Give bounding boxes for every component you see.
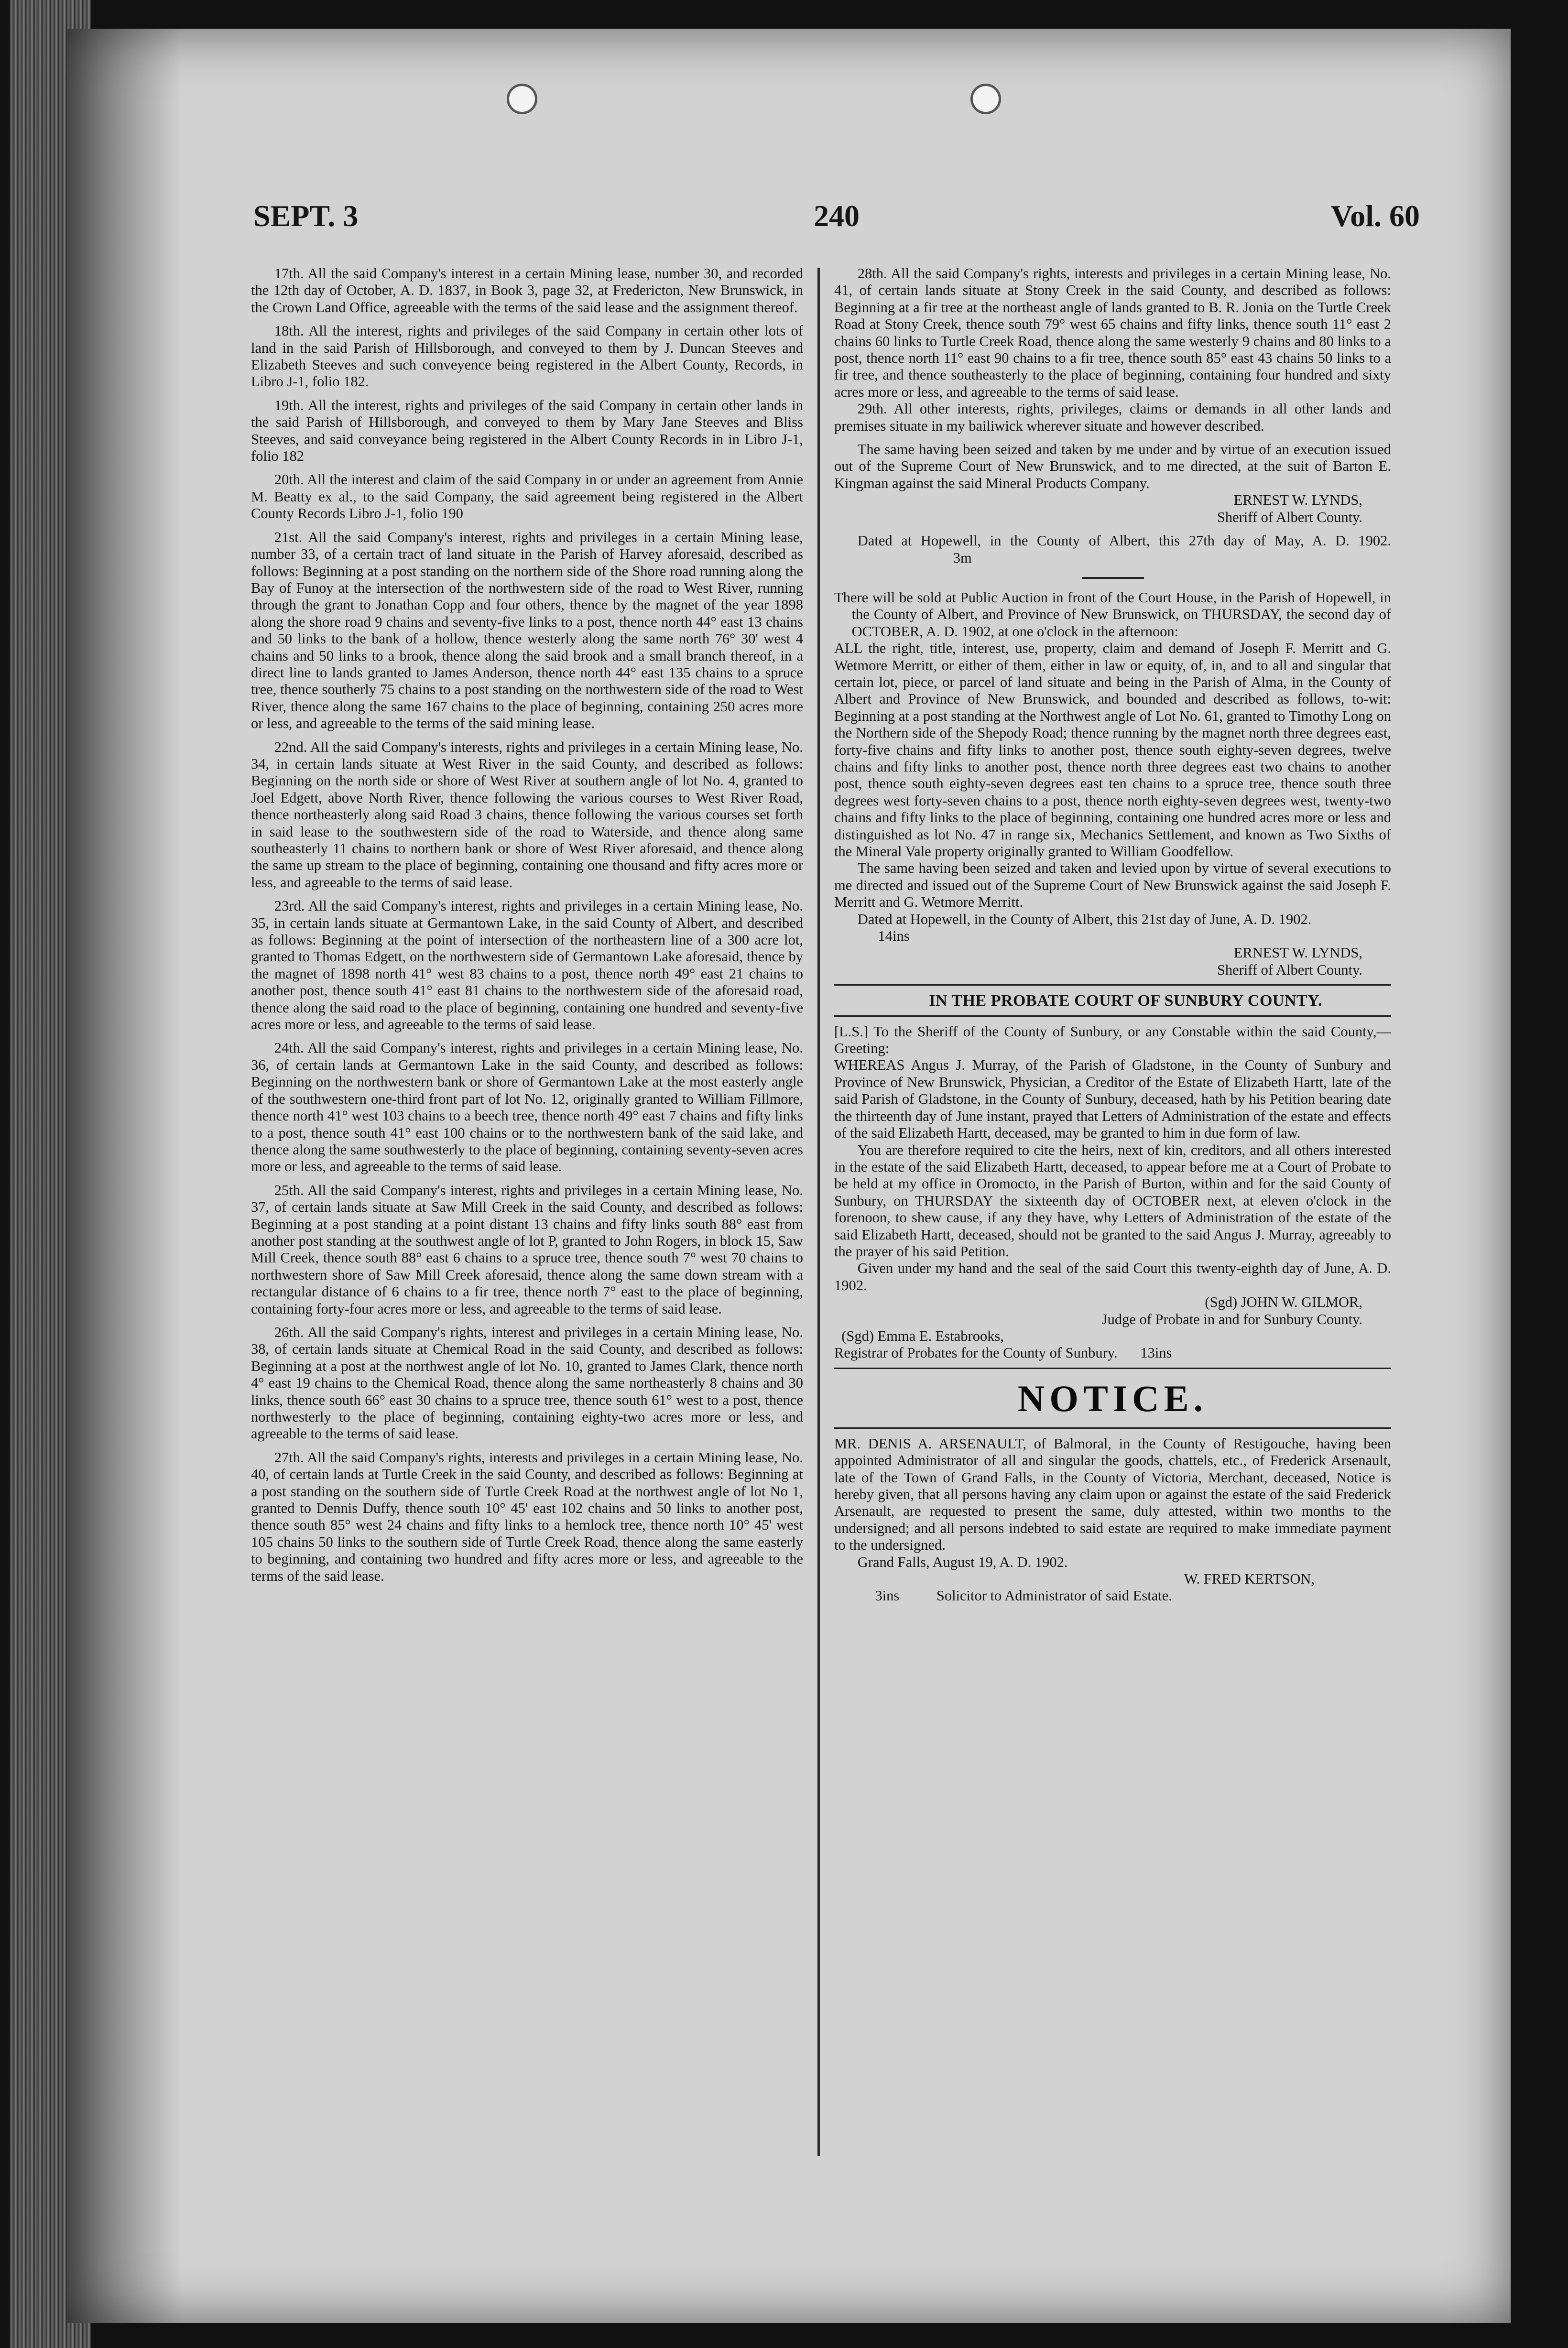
header-date: SEPT. 3 [253,199,359,233]
notice-body: MR. DENIS A. ARSENAULT, of Balmoral, in the County of Restigouche, having been appointed Administrator of all and singular the goods, chattels, etc., of Frederick Arsenault, late of the Town of Grand Falls, in the County of Victoria, Merchant, deceased, Notice is hereby given, that all persons having any claim upon or against the estate of the said Frederick Arsenault, are requested to present the same, duly attested, within two months to the undersigned; and all persons indebted to said estate are required to make immediate payment to the undersigned. [834,1435,1391,1554]
dated-statement-2: Dated at Hopewell, in the County of Albert, this 21st day of June, A. D. 1902. [857,911,1312,927]
insertion-count-3: 13ins [1140,1345,1172,1361]
notice-signature-title: Solicitor to Administrator of said Estate. [936,1587,1172,1604]
page-header [253,198,1420,256]
insertion-count-1: 3m [953,549,972,566]
paragraph-27th: 27th. All the said Company's rights, interests and privileges in a certain Mining lease, No. 40, of certain lands at Turtle Creek in the said County, and described as follows: Beginning at a post standing on the southern side of Turtle Creek Road at the northwest angle of lot No 1, granted to Dennis Duffy, thence south 10° 45' east 102 chains and 50 links to another post, thence south 85° west 24 chains and fifty links to a hemlock tree, thence north 10° 45' west 105 chains 50 links to the southern side of Turtle Creek Road, thence along the same easterly to beginning, and containing two hundred and fifty acres more or less, and agreeable to the terms of the said lease. [251,1449,803,1584]
sheriff-signature-title: Sheriff of Albert County. [1217,509,1362,525]
dated-statement-1 [834,533,1391,566]
paragraph-17th: 17th. All the said Company's interest in a certain Mining lease, number 30, and recorded the 12th day of October, A. D. 1837, in Book 3, page 32, at Fredericton, New Brunswick, in the Crown Land Office, agreeable with the terms of the said lease and the assignment thereof. [251,265,803,315]
binding-shadow [67,29,182,2323]
judge-title: Judge of Probate in and for Sunbury County. [1101,1311,1362,1327]
header-volume: Vol. 60 [1330,199,1420,233]
notice-dated: Grand Falls, August 19, A. D. 1902. [857,1554,1068,1570]
paragraph-28th: 28th. All the said Company's rights, interests and privileges in a certain Mining lease, No. 41, of certain lands situate at Stony Creek in the said County, and described as follows: Beginning at a fir tree at the northeast angle of lands granted to B. R. Jonia on the Turtle Creek Road at Stony Creek, thence south 79° west 65 chains and fifty links, thence south 11° east 2 chains 60 links to Turtle Creek Road, thence along the same westerly 9 chains and 80 links to a post, thence north 11° east 90 chains to a fir tree, thence south 85° east 43 chains 50 links to a fir tree, and thence southeasterly to the place of beginning, containing four hundred and sixty acres more or less, and agreeable to the terms of said lease. [834,265,1391,400]
header-page-number: 240 [814,199,860,233]
registrar-signature: (Sgd) Emma E. Estabrooks, [841,1327,1004,1344]
auction-seizure: The same having been seized and taken and levied upon by virtue of several executions to me directed and issued out of the Supreme Court of New Brunswick against the said Joseph F. Merritt and G. Wetmore Merritt. [834,860,1391,911]
dated-text-1: Dated at Hopewell, in the County of Albert, this 27th day of May, A. D. 1902. [857,533,1391,549]
paragraph-19th: 19th. All the interest, rights and privileges of the said Company in certain other lands in the said Parish of Hillsborough, and conveyed to them by Mary Jane Steeves and Bliss Steeves, and said conveyance being registered in the Albert County Records in in Libro J-1, folio 182 [251,397,803,465]
punch-hole-left [507,84,537,114]
section-divider [834,1427,1391,1429]
punch-hole-right [970,84,1001,114]
judge-signature: (Sgd) JOHN W. GILMOR, [1205,1294,1362,1311]
probate-given: Given under my hand and the seal of the said Court this twenty-eighth day of June, A. D. 1902. [834,1260,1391,1294]
paragraph-25th: 25th. All the said Company's interest, rights and privileges in a certain Mining lease, No. 37, of certain lands situate at Saw Mill Creek in the said County, and described as follows: Beginning at a post standing at a point distant 13 chains and fifty links south 88° east from another post standing at the southwest angle of lot P, granted to John Rogers, in block 15, Saw Mill Creek, thence south 88° east 6 chains to a spruce tree, thence south 7° west 70 chains to northwestern shore of Saw Mill Creek aforesaid, thence along the same down stream with a rectangular distance of 6 chains to a fir tree, thence north 7° east to the place of beginning, containing forty-four acres more or less, and agreeable to the terms of said lease. [251,1182,803,1317]
section-divider [834,1368,1391,1369]
sheriff-signature-name: ERNEST W. LYNDS, [1233,492,1362,509]
paragraph-29th: 29th. All other interests, rights, privileges, claims or demands in all other lands and premises situate in my bailiwick wherever situate and however described. [834,401,1391,434]
paragraph-21st: 21st. All the said Company's interest, rights and privileges in a certain Mining lease, number 33, of a certain tract of land situate in the Parish of Harvey aforesaid, described as follows: Beginning at a post standing on the northern side of the Shore road running along the Bay of Funoy at the intersection of the northwestern side of the road to West River, running through the grant to Jonathan Copp and four others, thence by the magnet of the year 1898 along the shore road 9 chains and seventy-five links to a post, thence north 44° east 13 chains and 50 links to the bank of a hollow, thence westerly along the same north 76° 30' west 4 chains and 50 links to a brook, thence along the said brook and a small branch thereof, in a direct line to lands granted to James Anderson, thence north 44° east 135 chains to a spruce tree, thence southerly 75 chains to a post standing on the northwestern side of the road to West River, thence along the same 167 chains to the place of beginning, containing 250 acres more or less, and agreeable to the terms of the said mining lease. [251,529,803,732]
paragraph-18th: 18th. All the interest, rights and privileges of the said Company in certain other lots of land in the said Parish of Hillsborough, and conveyed to them by J. Duncan Steeves and Elizabeth Steeves and such conveyence being registered in the Albert County, Records, in Libro J-1, folio 182. [251,323,803,390]
notice-signature-name: W. FRED KERTSON, [1184,1571,1315,1587]
seizure-statement: The same having been seized and taken by me under and by virtue of an execution issued out of the Supreme Court of New Brunswick, and to me directed, at the suit of Barton E. Kingman against the said Mineral Products Company. [834,441,1391,491]
probate-court-heading: IN THE PROBATE COURT OF SUNBURY COUNTY. [929,992,1323,1010]
probate-citation: You are therefore required to cite the heirs, next of kin, creditors, and all others interested in the estate of the said Elizabeth Hartt, deceased, to appear before me at a Court of Probate to be held at my office in Oromocto, in the Parish of Burton, within and for the said County of Sunbury, on THURSDAY the sixteenth day of OCTOBER next, at eleven o'clock in the forenoon, to shew cause, if any they have, why Letters of Administration of the estate of the said Elizabeth Hartt, deceased, should not be granted to the said Angus J. Murray, agreeably to the prayer of his said Petition. [834,1141,1391,1260]
probate-whereas: WHEREAS Angus J. Murray, of the Parish of Gladstone, in the County of Sunbury and Province of New Brunswick, Physician, a Creditor of the Estate of Elizabeth Hartt, late of the said Parish of Gladstone, in the County of Sunbury, deceased, hath by his Petition bearing date the thirteenth day of June instant, prayed that Letters of Administration of the estate and effects of the said Elizabeth Hartt, deceased, may be granted to him in due form of law. [834,1057,1391,1141]
sheriff-signature-name-2: ERNEST W. LYNDS, [1233,945,1362,961]
insertion-count-4: 3ins [875,1587,900,1604]
paragraph-20th: 20th. All the interest and claim of the said Company in or under an agreement from Annie M. Beatty ex al., to the said Company, the said agreement being registered in the Albert County Records Libro J-1, folio 190 [251,471,803,522]
column-divider [817,268,820,2156]
insertion-line-2 [834,928,1391,945]
section-divider [834,1015,1391,1017]
registrar-line [834,1345,1391,1361]
insertion-count-2: 14ins [878,928,910,945]
paragraph-24th: 24th. All the said Company's interest, rights and privileges in a certain Mining lease, No. 36, of certain lands at Germantown Lake in the said County, and described as follows: Beginning on the northwestern bank or shore of Germantown Lake at the most easterly angle of the southwestern one-third front part of lot No. 12, originally granted to William Fillmore, thence north 41° west 103 chains to a beech tree, thence north 49° east 7 chains and fifty links to a post, thence south 41° east 100 chains or to the northwestern bank of the said lake, and thence along the same southwesterly to the place of beginning, containing seventy-seven acres more or less, and agreeable to the terms of said lease. [251,1040,803,1175]
section-rule [1082,577,1144,579]
section-divider [834,984,1391,986]
probate-address: [L.S.] To the Sheriff of the County of Sunbury, or any Constable within the said County,—Greeting: [834,1023,1391,1057]
paragraph-22nd: 22nd. All the said Company's interests, rights and privileges in a certain Mining lease, No. 34, in certain lands situate at West River in the said County, and described as follows: Beginning on the north side or shore of West River at southern angle of lot No. 4, granted to Joel Edgett, above North River, thence following the various courses to West River Road, thence northeasterly along said Road 3 chains, thence following the various courses set forth in said lease to the southwestern side of the road to Waterside, and thence along same southeasterly 11 chains to northern bank or shore of West River aforesaid, and thence along the same up stream to the place of beginning, containing one thousand and fifty acres more or less, and agreeable to the terms of said lease. [251,739,803,891]
registrar-title: Registrar of Probates for the County of Sunbury. [834,1345,1118,1361]
notice-heading: NOTICE. [1017,1377,1208,1419]
paragraph-26th: 26th. All the said Company's rights, interest and privileges in a certain Mining lease, No. 38, of certain lands situate at Chemical Road in the said County, and described as follows: Beginning at a post at the northwest angle of lot No. 10, granted to James Clark, thence north 4° east 19 chains to the Chemical Road, thence along the same northeasterly 8 chains and 30 links, thence south 66° east 30 chains to a spruce tree, thence south 61° west to a post, thence northwesterly to the place of beginning, containing eighty-two acres more or less, and agreeable to the terms of said lease. [251,1324,803,1442]
sheriff-signature-title-2: Sheriff of Albert County. [1217,961,1362,978]
paragraph-23rd: 23rd. All the said Company's interest, rights and privileges in a certain Mining lease, No. 35, in certain lands situate at Germantown Lake, in the said County of Albert, and described as follows: Beginning at the point of intersection of the northeastern line of a 300 acre lot, granted to Thomas Edgett, on the northwestern side of Germantown Lake aforesaid, thence by the magnet of 1898 north 41° west 83 chains to a post, thence north 49° east 21 chains to another post, thence south 41° east 81 chains to the northwestern side of the aforesaid road, thence along the said road to the place of beginning, containing one hundred and seventy-five acres more or less, and agreeable to the terms of said lease. [251,898,803,1033]
auction-description: ALL the right, title, interest, use, property, claim and demand of Joseph F. Merritt and G. Wetmore Merritt, or either of them, either in law or equity, of, in, and to all and singular that certain lot, piece, or parcel of land situate and being in the Parish of Alma, in the County of Albert and Province of New Brunswick, and bounded and described as follows, to-wit: Beginning at a post standing at the Northwest angle of Lot No. 61, granted to Timothy Long on the Northern side of the Shepody Road; thence running by the magnet north three degrees east, forty-five chains and fifty links to another post, thence south eighty-seven degrees, twelve chains and fifty links to another post, thence north three degrees east two chains to another post, thence south eighty-seven degrees east ten chains to a spruce tree, thence south three degrees west forty-seven chains to a post, thence north eighty-seven degrees west, twenty-two chains and fifty links to the place of beginning, containing one hundred acres more or less and distinguished as lot No. 47 in range six, Mechanics Settlement, and known as Two Sixths of the Mineral Vale property originally granted to William Goodfellow. [834,640,1391,859]
right-column [834,265,1391,1605]
auction-intro: There will be sold at Public Auction in front of the Court House, in the Parish of Hopewell, in the County of Albert, and Province of New Brunswick, on THURSDAY, the second day of OCTOBER, A. D. 1902, at one o'clock in the afternoon: [834,589,1391,640]
notice-signature-line [834,1587,1391,1604]
left-column [251,265,803,1585]
